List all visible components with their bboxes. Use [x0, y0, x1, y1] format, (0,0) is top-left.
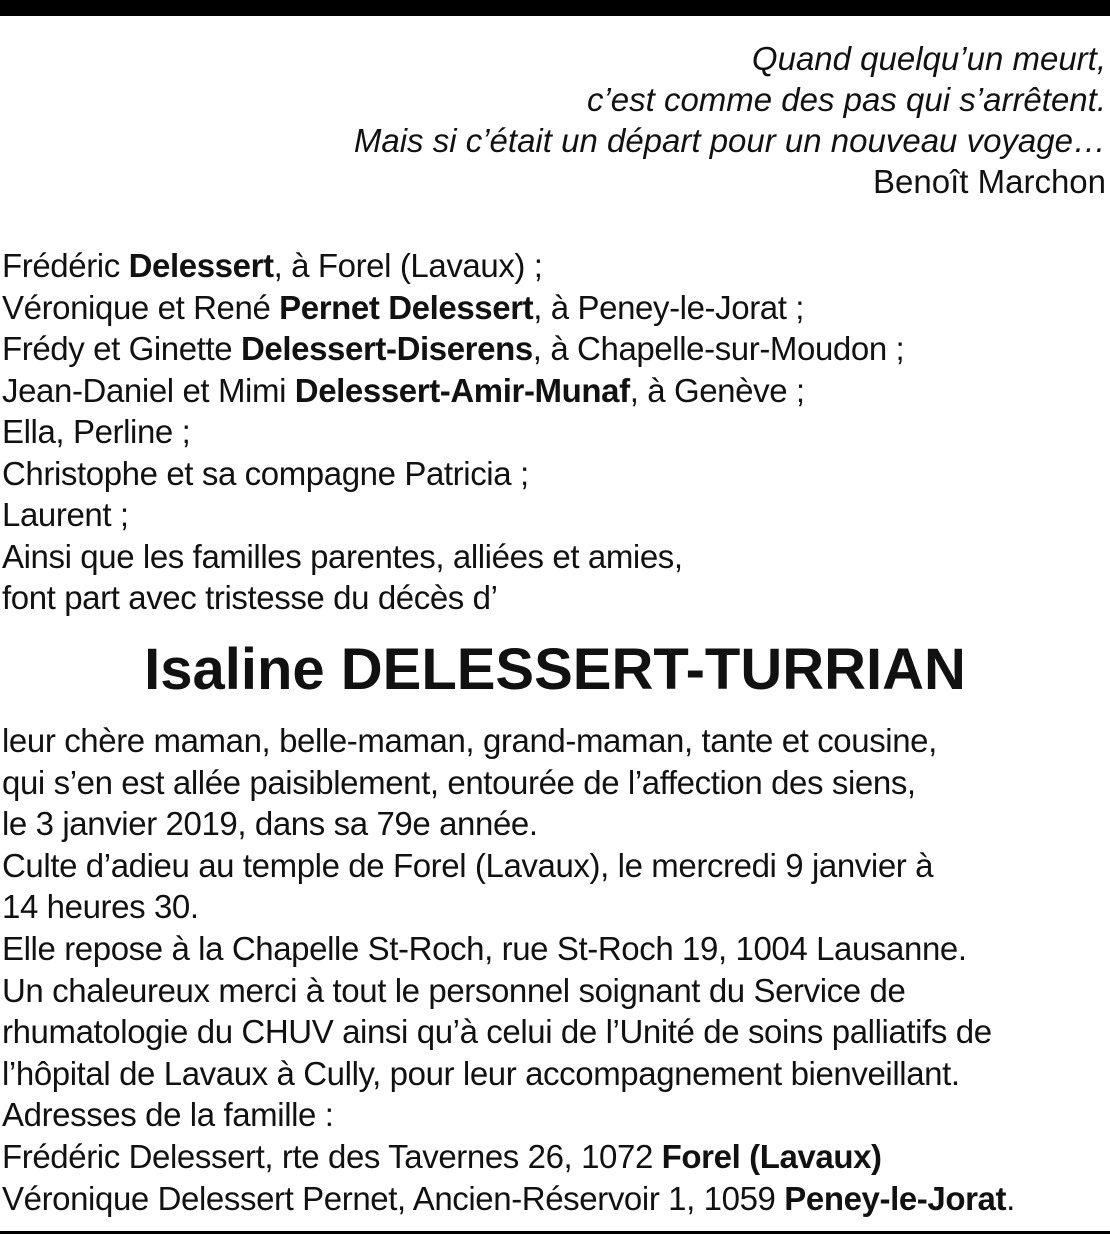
family-line: Jean-Daniel et Mimi Delessert-Amir-Munaf, à Genève ; — [2, 371, 805, 409]
family-list — [2, 245, 1102, 619]
top-rule — [0, 0, 1110, 16]
body-line: l’hôpital de Lavaux à Cully, pour leur accompagnement bienveillant. — [2, 1054, 960, 1092]
family-line: Laurent ; — [2, 496, 129, 533]
epigraph-quote — [106, 38, 1106, 202]
quote-line: c’est comme des pas qui s’arrêtent. — [586, 81, 1106, 118]
body-line: Adresses de la famille : — [2, 1096, 334, 1134]
family-line: Frédy et Ginette Delessert-Diserens, à Chapelle-sur-Moudon ; — [2, 330, 905, 367]
family-line: Ainsi que les familles parentes, alliées et amies, — [2, 537, 683, 575]
body-line: Elle repose à la Chapelle St-Roch, rue St-Roch 19, 1004 Lausanne. — [2, 929, 967, 967]
deceased-name: Isaline DELESSERT-TURRIAN — [144, 637, 966, 702]
body-line: 14 heures 30. — [2, 888, 199, 926]
body-line: le 3 janvier 2019, dans sa 79e année. — [2, 805, 538, 843]
quote-line: Mais si c’était un départ pour un nouveau voyage… — [353, 122, 1106, 159]
body-line: qui s’en est allée paisiblement, entourée de l’affection des siens, — [2, 763, 916, 801]
family-line: font part avec tristesse du décès d’ — [2, 579, 498, 616]
family-line: Frédéric Delessert, à Forel (Lavaux) ; — [2, 247, 543, 284]
notice-body — [2, 720, 1102, 1219]
bottom-rule — [0, 1231, 1110, 1234]
address-line: Frédéric Delessert, rte des Tavernes 26, 1072 Forel (Lavaux) — [2, 1137, 882, 1175]
body-line: Culte d’adieu au temple de Forel (Lavaux), le mercredi 9 janvier à — [2, 846, 934, 884]
quote-author: Benoît Marchon — [873, 163, 1106, 200]
family-line: Christophe et sa compagne Patricia ; — [2, 454, 529, 492]
body-line: rhumatologie du CHUV ainsi qu’à celui de l’Unité de soins palliatifs de — [2, 1013, 992, 1051]
family-line: Ella, Perline ; — [2, 413, 191, 450]
address-line: Véronique Delessert Pernet, Ancien-Réservoir 1, 1059 Peney-le-Jorat. — [2, 1179, 1015, 1217]
quote-line: Quand quelqu’un meurt, — [751, 40, 1106, 77]
body-line: leur chère maman, belle-maman, grand-maman, tante et cousine, — [2, 722, 937, 759]
body-line: Un chaleureux merci à tout le personnel soignant du Service de — [2, 971, 906, 1009]
family-line: Véronique et René Pernet Delessert, à Peney-le-Jorat ; — [2, 288, 805, 326]
